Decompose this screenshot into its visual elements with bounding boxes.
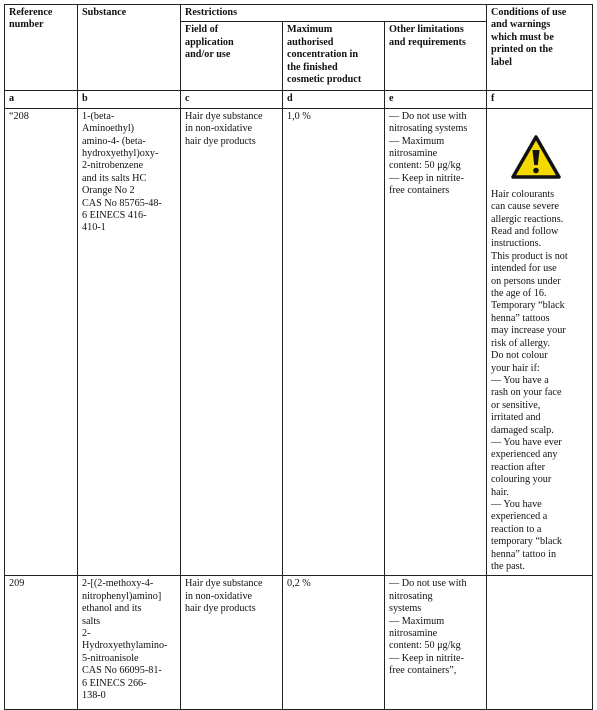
column-letter-b: b bbox=[78, 91, 181, 108]
row-substance: 2-[(2-methoxy-4- nitrophenyl)amino] ethanol and its salts 2- Hydroxyethylamino- 5-nitroanisole CAS No 66095-81- 6 EINECS 266- 138-0 bbox=[78, 576, 181, 710]
column-letter-e: e bbox=[385, 91, 487, 108]
row-conditions-cell bbox=[487, 108, 593, 576]
row-max-concentration: 0,2 % bbox=[283, 576, 385, 710]
column-letter-c: c bbox=[181, 91, 283, 108]
row-conditions bbox=[487, 576, 593, 710]
header-restrictions: Restrictions bbox=[181, 5, 487, 22]
row-substance: 1-(beta- Aminoethyl) amino-4- (beta- hydroxyethyl)oxy- 2-nitrobenzene and its salts HC Orange No 2 CAS No 85765-48- 6 EINECS 416- 410-1 bbox=[78, 108, 181, 576]
regulation-table bbox=[4, 4, 593, 710]
letter-row bbox=[5, 91, 593, 108]
warning-triangle-icon bbox=[511, 135, 561, 179]
row-reference: 209 bbox=[5, 576, 78, 710]
header-field-of-application: Field of application and/or use bbox=[181, 22, 283, 91]
column-letter-a: a bbox=[5, 91, 78, 108]
header-other-limitations: Other limitations and requirements bbox=[385, 22, 487, 91]
header-row bbox=[5, 5, 593, 22]
header-reference-number: Reference number bbox=[5, 5, 78, 91]
header-conditions: Conditions of use and warnings which must be printed on the label bbox=[487, 5, 593, 91]
row-max-concentration: 1,0 % bbox=[283, 108, 385, 576]
column-letter-f: f bbox=[487, 91, 593, 108]
row-conditions-text: Hair colourants can cause severe allergic reactions. Read and follow instructions. This product is not intended for use on persons under the age of 16. Temporary “black henna” tattoos may increase your risk of allergy. Do not colour your hair if: — You have a rash on your face or sensitive, irritated and damaged scalp. — You have ever experienced any reaction after colouring your hair. — You have experienced a reaction to a temporary “black henna” tattoo in the past. bbox=[491, 188, 568, 572]
header-max-concentration: Maximum authorised concentration in the finished cosmetic product bbox=[283, 22, 385, 91]
row-field: Hair dye substance in non-oxidative hair dye products bbox=[181, 108, 283, 576]
row-other-limitations: — Do not use with nitrosating systems — Maximum nitrosamine content: 50 μg/kg — Keep in nitrite- free containers”, bbox=[385, 576, 487, 710]
header-substance: Substance bbox=[78, 5, 181, 91]
row-field: Hair dye substance in non-oxidative hair dye products bbox=[181, 576, 283, 710]
row-reference: “208 bbox=[5, 108, 78, 576]
table-row bbox=[5, 108, 593, 576]
table-row bbox=[5, 576, 593, 710]
row-other-limitations: — Do not use with nitrosating systems — Maximum nitrosamine content: 50 μg/kg — Keep in nitrite- free containers bbox=[385, 108, 487, 576]
column-letter-d: d bbox=[283, 91, 385, 108]
